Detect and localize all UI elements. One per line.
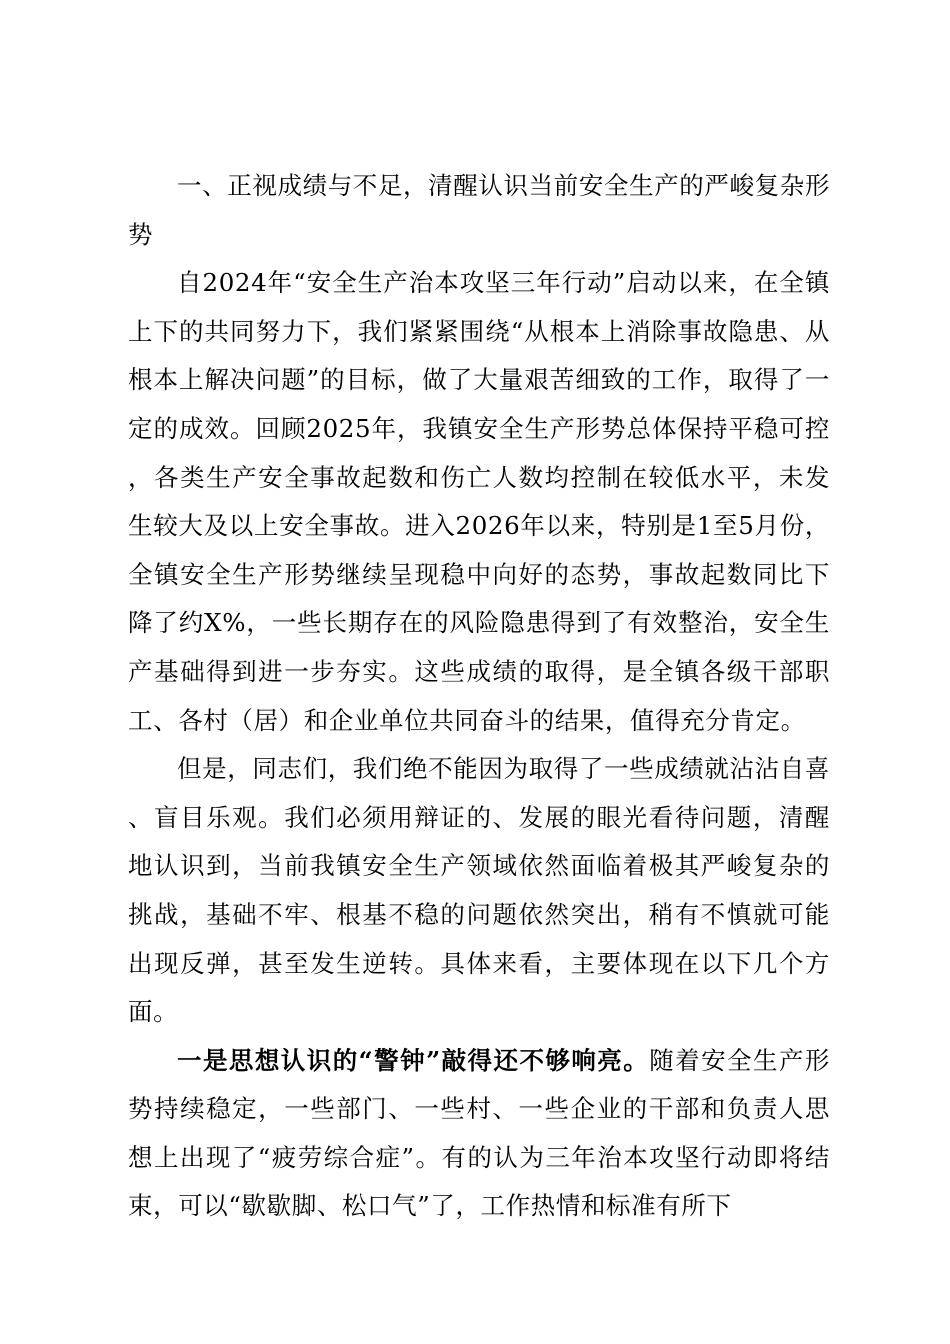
paragraph-lead-bold: 一是思想认识的“警钟”敲得还不够响亮。 [177, 1045, 650, 1075]
paragraph-awareness [128, 1037, 830, 1231]
section-heading: 一、正视成绩与不足，清醒认识当前安全生产的严峻复杂形势 [128, 171, 830, 249]
paragraph-body-text: 随着安全生产形势持续稳定，一些部门、一些村、一些企业的干部和负责人思想上出现了“疲劳综合症”。有的认为三年治本攻坚行动即将结束，可以“歇歇脚、松口气”了，工作热情和标准有所下 [128, 1045, 830, 1221]
document-body [128, 162, 830, 1231]
paragraph-challenges: 但是，同志们，我们绝不能因为取得了一些成绩就沾沾自喜、盲目乐观。我们必须用辩证的、发展的眼光看待问题，清醒地认识到，当前我镇安全生产领域依然面临着极其严峻复杂的挑战，基础不牢、根基不稳的问题依然突出，稍有不慎就可能出现反弹，甚至发生逆转。具体来看，主要体现在以下几个方面。 [128, 754, 830, 1027]
paragraph-achievements: 自2024年“安全生产治本攻坚三年行动”启动以来，在全镇上下的共同努力下，我们紧紧围绕“从根本上消除事故隐患、从根本上解决问题”的目标，做了大量艰苦细致的工作，取得了一定的成效。回顾2025年，我镇安全生产形势总体保持平稳可控，各类生产安全事故起数和伤亡人数均控制在较低水平，未发生较大及以上安全事故。进入2026年以来，特别是1至5月份，全镇安全生产形势继续呈现稳中向好的态势，事故起数同比下降了约X%，一些长期存在的风险隐患得到了有效整治，安全生产基础得到进一步夯实。这些成绩的取得，是全镇各级干部职工、各村（居）和企业单位共同奋斗的结果，值得充分肯定。 [128, 268, 830, 735]
